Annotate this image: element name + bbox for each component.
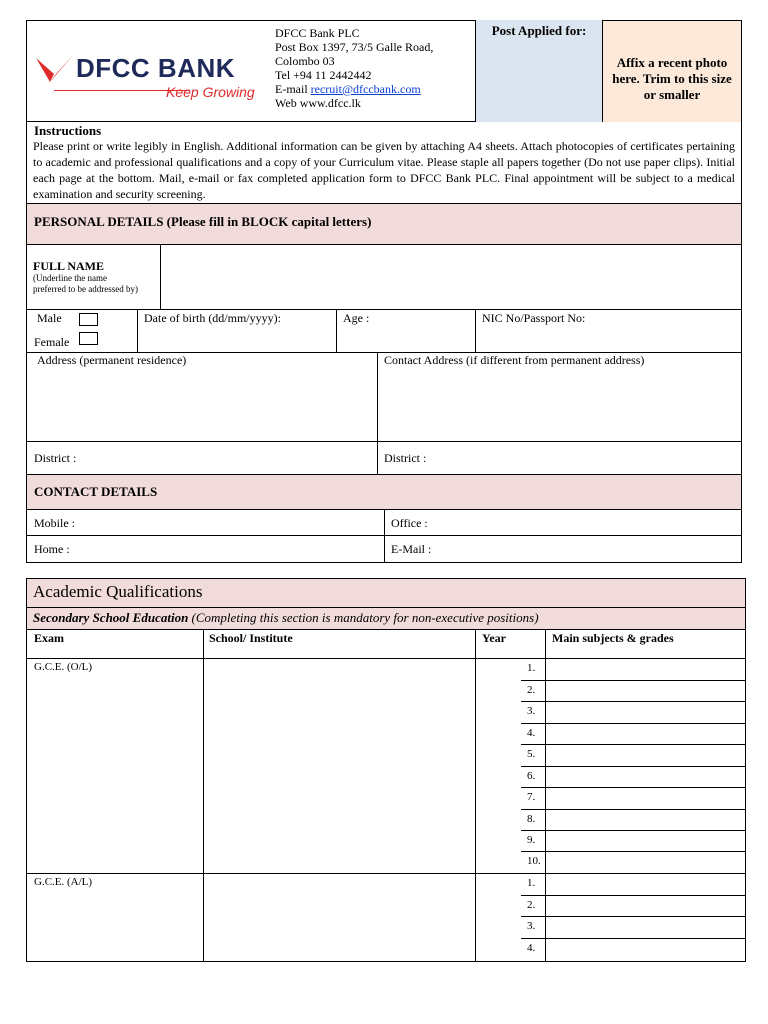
male-checkbox[interactable] bbox=[79, 313, 98, 326]
district-left-label: District : bbox=[34, 451, 77, 465]
col-exam: Exam bbox=[27, 630, 204, 658]
email-line bbox=[275, 82, 475, 96]
nic-cell[interactable] bbox=[476, 310, 742, 352]
full-name-note: preferred to be addressed by) bbox=[33, 284, 138, 294]
mobile-field[interactable] bbox=[27, 510, 385, 535]
col-school: School/ Institute bbox=[204, 630, 476, 658]
full-name-field[interactable] bbox=[162, 245, 742, 309]
ol-subject-row[interactable]: 3. bbox=[521, 702, 746, 724]
male-label: Male bbox=[37, 311, 62, 325]
post-applied-box[interactable] bbox=[475, 20, 603, 122]
secondary-school-note: (Completing this section is mandatory for non-executive positions) bbox=[191, 610, 539, 625]
al-subject-row[interactable]: 3. bbox=[521, 917, 746, 939]
bank-address-block bbox=[275, 26, 475, 110]
instructions-heading: Instructions bbox=[34, 123, 102, 138]
address-line: Tel +94 11 2442442 bbox=[275, 68, 372, 82]
instructions-text: Please print or write legibly in English. Additional information can be given by attaching A4 sheets. Attach photocopies of certificates pertaining to academic and professional qualifications and a copy of your Curriculum vitae. Please staple all papers together (Do not use paper clips). Initial each page at the bottom. Mail, e-mail or fax completed application form to DFCC Bank PLC. Final appointment will be subject to a medical examination and security screening. bbox=[33, 139, 735, 201]
contact-details-header bbox=[26, 474, 742, 510]
office-label: Office : bbox=[391, 516, 428, 530]
contact-email-label: E-Mail : bbox=[391, 542, 432, 556]
ol-exam-label: G.C.E. (O/L) bbox=[34, 661, 93, 673]
age-label: Age : bbox=[343, 311, 370, 325]
female-checkbox[interactable] bbox=[79, 332, 98, 345]
full-name-note: (Underline the name bbox=[33, 273, 107, 283]
post-applied-label: Post Applied for: bbox=[491, 23, 587, 38]
bank-logo bbox=[30, 48, 260, 104]
address-row bbox=[26, 353, 742, 442]
ol-subject-row[interactable]: 1. bbox=[521, 659, 746, 681]
ol-subject-row[interactable]: 2. bbox=[521, 681, 746, 702]
al-school-field[interactable] bbox=[204, 874, 476, 961]
al-block bbox=[26, 874, 746, 962]
ol-subjects-list bbox=[521, 659, 747, 873]
al-subject-row[interactable]: 2. bbox=[521, 896, 746, 917]
district-right-label: District : bbox=[384, 451, 427, 465]
email-link[interactable]: recruit@dfccbank.com bbox=[310, 82, 421, 96]
full-name-label: FULL NAME bbox=[33, 259, 105, 273]
identity-row bbox=[26, 310, 742, 353]
address-line: DFCC Bank PLC bbox=[275, 26, 360, 40]
ol-subject-row[interactable]: 6. bbox=[521, 767, 746, 788]
al-exam-label: G.C.E. (A/L) bbox=[34, 876, 93, 888]
al-exam-cell bbox=[27, 874, 204, 961]
contact-address-label: Contact Address (if different from permanent address) bbox=[384, 353, 645, 367]
full-name-label-cell bbox=[27, 245, 161, 309]
academic-header bbox=[26, 578, 746, 608]
photo-box bbox=[603, 20, 742, 122]
ol-exam-cell bbox=[27, 659, 204, 873]
dob-label: Date of birth (dd/mm/yyyy): bbox=[144, 311, 281, 325]
contact-email-field[interactable] bbox=[385, 536, 742, 562]
district-row bbox=[26, 442, 742, 474]
district-right-field[interactable] bbox=[378, 442, 742, 474]
instructions-section bbox=[26, 122, 742, 203]
contact-details-heading: CONTACT DETAILS bbox=[34, 484, 158, 499]
ol-subject-row[interactable]: 4. bbox=[521, 724, 746, 745]
address-line: Post Box 1397, 73/5 Galle Road, bbox=[275, 40, 434, 54]
nic-label: NIC No/Passport No: bbox=[482, 311, 586, 325]
col-subjects: Main subjects & grades bbox=[552, 631, 674, 645]
ol-subject-row[interactable]: 9. bbox=[521, 831, 746, 852]
personal-details-heading: PERSONAL DETAILS (Please fill in BLOCK capital letters) bbox=[34, 214, 372, 229]
contact-address-field[interactable] bbox=[378, 353, 742, 441]
contact-row-2 bbox=[26, 536, 742, 563]
mobile-label: Mobile : bbox=[34, 516, 75, 530]
secondary-school-heading: Secondary School Education bbox=[33, 610, 189, 625]
al-subject-row[interactable]: 4. bbox=[527, 942, 536, 954]
bank-tagline: Keep Growing bbox=[166, 84, 255, 100]
academic-heading: Academic Qualifications bbox=[33, 582, 203, 601]
col-year: Year bbox=[476, 630, 546, 658]
al-subject-row[interactable]: 1. bbox=[521, 874, 746, 896]
permanent-address-label: Address (permanent residence) bbox=[37, 353, 187, 367]
academic-table-header bbox=[26, 630, 746, 659]
bank-logo-text: DFCC BANK bbox=[76, 53, 236, 83]
address-line: Colombo 03 bbox=[275, 54, 335, 68]
secondary-school-line bbox=[27, 608, 745, 625]
ol-block bbox=[26, 659, 746, 874]
contact-row-1 bbox=[26, 510, 742, 536]
district-left-field[interactable] bbox=[27, 442, 378, 474]
web-line: Web www.dfcc.lk bbox=[275, 96, 361, 110]
ol-school-field[interactable] bbox=[204, 659, 476, 873]
email-label: E-mail bbox=[275, 82, 308, 96]
full-name-row bbox=[26, 245, 742, 310]
ol-subject-row[interactable]: 7. bbox=[521, 788, 746, 810]
gender-cell bbox=[27, 310, 138, 352]
home-field[interactable] bbox=[27, 536, 385, 562]
secondary-school-header bbox=[26, 608, 746, 630]
age-cell[interactable] bbox=[337, 310, 476, 352]
ol-subject-row[interactable]: 10. bbox=[527, 855, 541, 867]
personal-details-header bbox=[26, 203, 742, 245]
dfcc-logo-mark-icon bbox=[34, 52, 76, 84]
permanent-address-field[interactable] bbox=[27, 353, 378, 441]
female-label: Female bbox=[34, 335, 70, 349]
al-subjects-list bbox=[521, 874, 747, 961]
office-field[interactable] bbox=[385, 510, 742, 535]
home-label: Home : bbox=[34, 542, 70, 556]
photo-note: Affix a recent photo here. Trim to this size or smaller bbox=[612, 55, 732, 102]
ol-subject-row[interactable]: 8. bbox=[521, 810, 746, 831]
ol-subject-row[interactable]: 5. bbox=[521, 745, 746, 767]
dob-cell[interactable] bbox=[138, 310, 337, 352]
